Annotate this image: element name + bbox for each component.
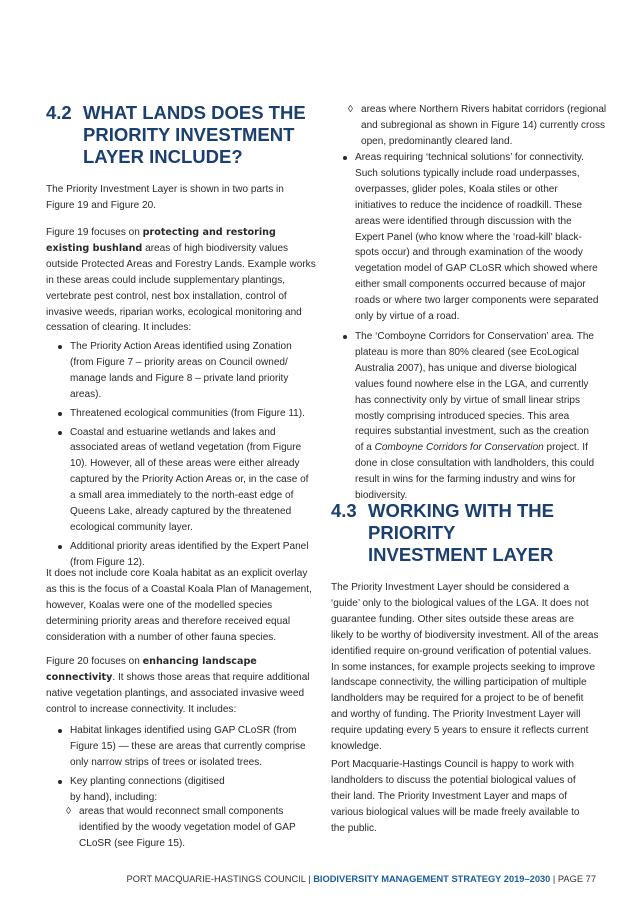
- list-item: Coastal and estuarine wetlands and lakes and associated areas of wetland vegetation (from Figure 10). However, all of these areas were either already captured by the Priority Action Areas or, in the case of a small area immediately to the north-east edge of Queens Lake, already captured by the threatened ecological community layer.: [46, 425, 316, 536]
- bold-phrase: protecting and restoring existing bushland: [46, 227, 276, 254]
- section-title: WORKING WITH THE PRIORITY INVESTMENT LAYER: [368, 500, 555, 565]
- section-number: 4.3: [331, 500, 357, 521]
- paragraph: It does not include core Koala habitat as an explicit overlay as this is the focus of a Coastal Koala Plan of Management, however, Koalas were one of the modelled species determining priority areas and therefore received equal consideration with a number of other fauna species.: [46, 568, 312, 643]
- page-number: PAGE 77: [557, 874, 596, 884]
- section-title: WHAT LANDS DOES THE PRIORITY INVESTMENT LAYER INCLUDE?: [83, 102, 306, 167]
- sub-list-item: ◊ areas that would reconnect small components identified by the woody vegetation model of GAP CLoSR (see Figure 15).: [66, 806, 296, 849]
- sub-list-item: ◊ areas where Northern Rivers habitat corridors (regional and subregional as shown in Figure 14) currently cross open, predominantly cleared land.: [348, 104, 607, 147]
- paragraph: Figure 20 focuses on enhancing landscape connectivity. It shows those areas that require additional native vegetation plantings, and associated invasive weed control to increase connectivity. It includes:: [46, 656, 310, 715]
- list-item: Key planting connections (digitised by hand), including:: [46, 774, 316, 806]
- paragraph: Port Macquarie-Hastings Council is happy to work with landholders to discuss the potential biological values of their land. The Priority Investment Layer and maps of various biological values will be made freely available to the public.: [331, 759, 580, 834]
- right-column: [331, 0, 607, 834]
- footer-council: PORT MACQUARIE-HASTINGS COUNCIL: [126, 874, 306, 884]
- list-item: The ‘Comboyne Corridors for Conservation’ area. The plateau is more than 80% cleared (see EcoLogical Australia 2007), has unique and diverse biological values found nowhere else in the LGA, and currently has connectivity only by virtue of small linear strips mostly comprising introduced species. This area requires substantial investment, such as the creation of a Comboyne Corridors for Conservation project. If done in close consultation with landholders, this could result in wins for the farming industry and wins for biodiversity.: [331, 329, 599, 504]
- section-heading-4-2: [46, 102, 316, 168]
- section-number: 4.2: [46, 102, 72, 123]
- diamond-bullet-icon: ◊: [348, 104, 353, 115]
- paragraph: Figure 19 focuses on protecting and restoring existing bushland areas of high biodiversity values outside Protected Areas and Forestry Lands. Example works in these areas could include supplementary plantings, vertebrate pest control, nest box installation, control of invasive weeds, riparian works, ecological monitoring and cessation of clearing. It includes:: [46, 227, 316, 334]
- left-column: [46, 0, 316, 849]
- list-item: Additional priority areas identified by the Expert Panel (from Figure 12).: [46, 539, 316, 571]
- bullet-list: [46, 723, 316, 809]
- list-item: Areas requiring ‘technical solutions’ for connectivity. Such solutions typically include road underpasses, overpasses, glider poles, Koala stiles or other initiatives to reduce the incidence of roadkill. These areas were identified through discussion with the Expert Panel (who know where the ‘road-kill’ black-spots occur) and through examination of the woody vegetation model of GAP CLoSR which showed where either small components occurred because of major roads or where two larger components were separated only by virtue of a road.: [331, 150, 599, 325]
- footer-strategy-title: BIODIVERSITY MANAGEMENT STRATEGY 2019–2030: [313, 874, 551, 884]
- bullet-list: [331, 150, 599, 507]
- paragraph: The Priority Investment Layer is shown in two parts in Figure 19 and Figure 20.: [46, 184, 284, 211]
- bold-phrase: enhancing landscape connectivity: [46, 656, 257, 683]
- diamond-bullet-icon: ◊: [66, 806, 71, 817]
- bullet-list: [46, 339, 316, 574]
- list-item: Threatened ecological communities (from Figure 11).: [46, 406, 316, 422]
- list-item: The Priority Action Areas identified using Zonation (from Figure 7 – priority areas on Council owned/ manage lands and Figure 8 – private land priority areas).: [46, 339, 316, 403]
- section-heading-4-3: [331, 500, 599, 566]
- list-item: Habitat linkages identified using GAP CLoSR (from Figure 15) — these are areas that currently comprise only narrow strips of trees or isolated trees.: [46, 723, 316, 771]
- paragraph: The Priority Investment Layer should be considered a ‘guide’ only to the biological values of the LGA. It does not guarantee funding. Other sites outside these areas are likely to be worthy of biodiversity investment. All of the areas identified require on-ground verification of potential values. In some instances, for example projects seeking to improve landscape connectivity, the willing participation of multiple landholders may be required for a project to be of benefit and worthy of funding. The Priority Investment Layer will require updating every 5 years to ensure it reflects current knowledge.: [331, 582, 599, 753]
- page-footer: PORT MACQUARIE-HASTINGS COUNCIL | BIODIVERSITY MANAGEMENT STRATEGY 2019–2030 | PAGE 77: [126, 874, 596, 884]
